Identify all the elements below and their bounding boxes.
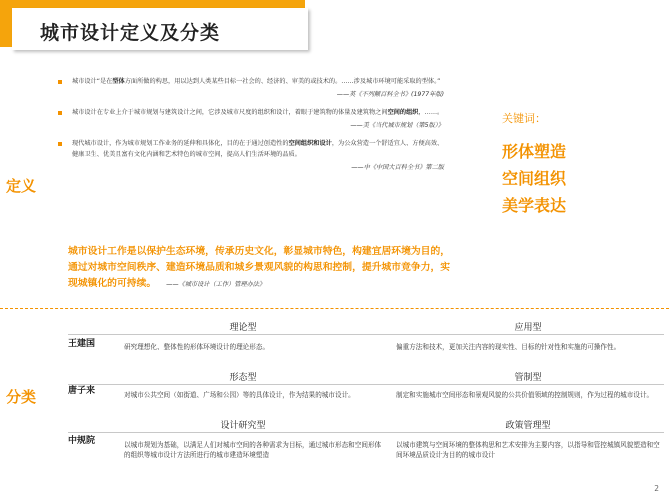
classification-section-label: 分类 bbox=[6, 388, 37, 406]
row-divider bbox=[68, 384, 664, 385]
keywords-list bbox=[502, 138, 566, 219]
bullet-icon bbox=[58, 80, 62, 84]
bullet-icon bbox=[58, 142, 62, 146]
left-category: 设计研究型 bbox=[220, 421, 266, 431]
title-box bbox=[12, 8, 308, 50]
definition-text: 现代城市设计，作为城市规划工作业务的延伸和具体化，目的在于通过创造性的空间组织和设计，为公众营造一个舒适宜人、方便高效、健康卫生、优美且富有文化内涵和艺术特色的城市空间，提高人们生活环境的品质。 bbox=[72, 140, 444, 158]
classification-row bbox=[68, 370, 664, 422]
summary-statement bbox=[68, 244, 452, 293]
page-number: 2 bbox=[654, 484, 659, 493]
bullet-icon bbox=[58, 111, 62, 115]
definition-source: ——中《中国大百科全书》第二版 bbox=[351, 164, 444, 171]
left-description: 研究理想化、整体性的形体环境设计的理论形态。 bbox=[124, 343, 270, 351]
architect-name: 中规院 bbox=[68, 436, 96, 446]
keywords-title: 关键词： bbox=[502, 112, 546, 125]
summary-source: ——《城市设计（工作）管理办法》 bbox=[166, 281, 266, 288]
definition-item bbox=[58, 107, 448, 132]
right-description: 制定和实施城市空间形态和景观风貌的公共价值领域的控制规则，作为过程的城市设计。 bbox=[396, 391, 654, 399]
right-category: 应用型 bbox=[514, 323, 542, 333]
row-divider bbox=[68, 334, 664, 335]
definition-source: ——美《当代城市规划（第5版）》 bbox=[350, 122, 444, 129]
classification-row bbox=[68, 418, 664, 478]
row-divider bbox=[68, 432, 664, 433]
definition-item bbox=[58, 76, 448, 101]
page-title: 城市设计定义及分类 bbox=[40, 22, 221, 44]
definition-text: 城市设计“是在型体方面所做的构思，用以达到人类某些目标一社会的、经济的、审美的或技术的。……涉及城市环境可能采取的型体。” bbox=[72, 78, 441, 85]
right-description: 以城市建筑与空间环境的整体构思和艺术安排为主要内容，以指导和管控城镇风貌塑造和空间环境品质设计为目的的城市设计 bbox=[396, 441, 660, 459]
right-description: 偏重方法和技术，更加关注内容的现实性、目标的针对性和实施的可操作性。 bbox=[396, 343, 621, 351]
definition-source: ——英《不列颠百科全书》(1977年版) bbox=[336, 91, 444, 98]
summary-text: 城市设计工作是以保护生态环境，传承历史文化，彰显城市特色，构建宜居环境为目的，通过对城市空间秩序、建造环境品质和城乡景观风貌的构思和控制，提升城市竞争力，实现城镇化的可持续。 bbox=[68, 246, 451, 289]
definition-text: 城市设计在专业上介于城市规划与建筑设计之间，它涉及城市尺度的组织和设计，着眼于建筑物的体量及建筑物之间空间的组织，……。 bbox=[72, 109, 444, 116]
left-category: 理论型 bbox=[229, 323, 257, 333]
section-divider bbox=[0, 308, 669, 309]
left-category: 形态型 bbox=[229, 373, 257, 383]
classification-row bbox=[68, 320, 664, 372]
definition-item bbox=[58, 138, 448, 174]
right-category: 政策管理型 bbox=[505, 421, 551, 431]
architect-name: 王建国 bbox=[68, 339, 96, 349]
keyword: 空间组织 bbox=[502, 169, 567, 188]
definition-list bbox=[58, 76, 448, 180]
right-category: 管制型 bbox=[514, 373, 542, 383]
architect-name: 唐子来 bbox=[68, 386, 96, 396]
keyword: 形体塑造 bbox=[502, 142, 567, 161]
left-description: 以城市规划为基础，以满足人们对城市空间的各种需求为目标，通过城市形态和空间形体的组织等城市设计方法所进行的城市建造环境塑造 bbox=[124, 441, 382, 459]
definition-section-label: 定义 bbox=[6, 177, 37, 195]
left-description: 对城市公共空间（如街道、广场和公园）等的具体设计，作为结果的城市设计。 bbox=[124, 391, 355, 399]
keyword: 美学表达 bbox=[502, 196, 567, 215]
